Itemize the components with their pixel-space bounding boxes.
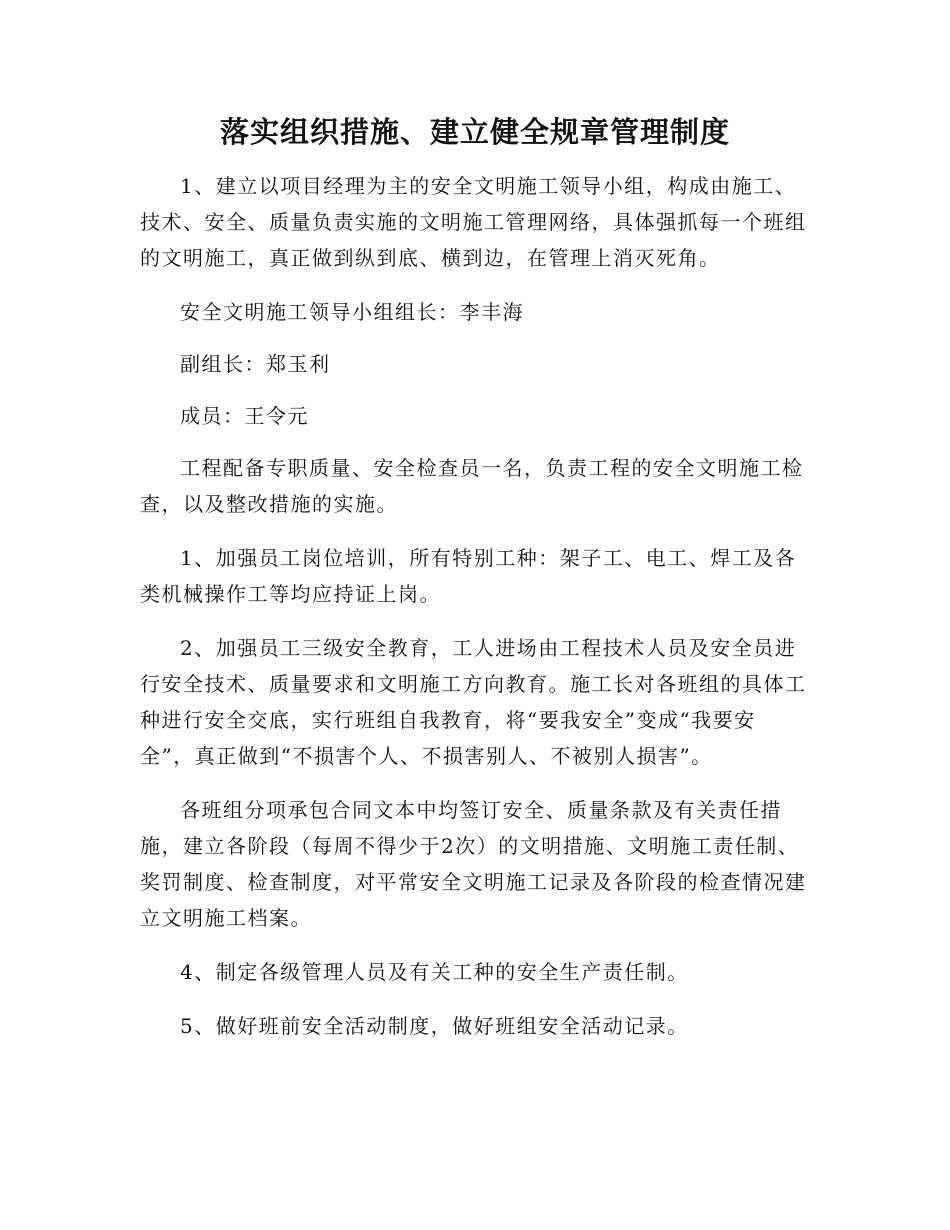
paragraph-contracts: 各班组分项承包合同文本中均签订安全、质量条款及有关责任措施，建立各阶段（每周不得少于2次）的文明措施、文明施工责任制、奖罚制度、检查制度，对平常安全文明施工记录及各阶段的检查情况建立文明施工档案。 xyxy=(140,798,807,930)
paragraph-inspector: 工程配备专职质量、安全检查员一名，负责工程的安全文明施工检查，以及整改措施的实施。 xyxy=(140,456,804,516)
paragraph-training: 1、加强员工岗位培训，所有特别工种：架子工、电工、焊工及各类机械操作工等均应持证上岗。 xyxy=(140,546,797,606)
paragraph-leadership-group: 1、建立以项目经理为主的安全文明施工领导小组，构成由施工、技术、安全、质量负责实施的文明施工管理网络，具体强抓每一个班组的文明施工，真正做到纵到底、横到边，在管理上消灭死角。 xyxy=(140,174,807,270)
paragraph-pre-shift-activity: 5、做好班前安全活动制度，做好班组安全活动记录。 xyxy=(180,1014,689,1038)
paragraph-responsibility-system: 4、制定各级管理人员及有关工种的安全生产责任制。 xyxy=(180,960,689,984)
paragraph-members: 成员：王令元 xyxy=(180,404,309,428)
paragraph-safety-education: 2、加强员工三级安全教育，工人进场由工程技术人员及安全员进行安全技术、质量要求和文明施工方向教育。施工长对各班组的具体工种进行安全交底，实行班组自我教育，将“要我安全”变成“我要安全”，真正做到“不损害个人、不损害别人、不被别人损害”。 xyxy=(140,636,807,768)
paragraph-group-leader: 安全文明施工领导小组组长：李丰海 xyxy=(180,300,524,324)
paragraph-deputy-leader: 副组长：郑玉利 xyxy=(180,352,331,376)
document-body xyxy=(140,168,808,1062)
document-title: 落实组织措施、建立健全规章管理制度 xyxy=(219,115,730,149)
